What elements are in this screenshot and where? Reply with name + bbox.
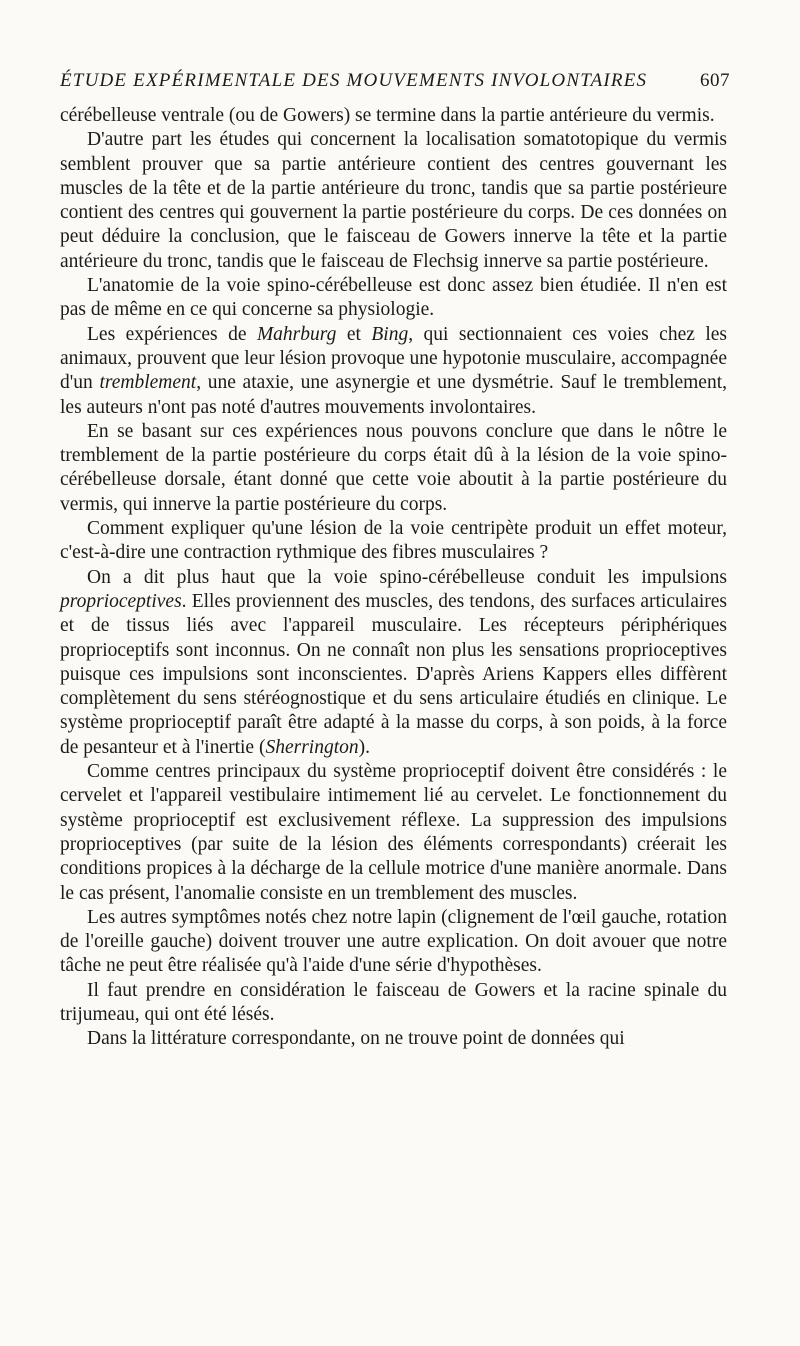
paragraph-text: cérébelleuse ventrale (ou de Gowers) se termine dans la partie antérieure du vermis.: [60, 105, 715, 126]
paragraph-text: ).: [358, 736, 371, 758]
paragraph-text: Comme centres principaux du système proprioceptif doivent être considérés : le cervelet et l'appareil vestibulaire intimement lié au cervelet. Le fonctionnement du système proprioceptif est exclusivement réflexe. La suppression des impulsions proprioceptives (par suite de la lésion des éléments correspondants) créerait les conditions propices à la décharge de la cellule motrice d'une manière anormale. Dans le cas présent, l'anomalie consiste en un tremblement des muscles.: [60, 761, 727, 904]
paragraph-text: , une ataxie, une asynergie et une dysmétrie. Sauf le tremblement, les auteurs n'ont pas noté d'autres mouvements involontaires.: [60, 372, 728, 418]
author-name-bing: Bing: [371, 323, 409, 345]
author-name-mahrburg: Mahrburg: [256, 323, 337, 345]
body-text: [60, 104, 727, 1052]
emphasis-tremblement: tremblement: [99, 372, 197, 394]
paragraph-text: et: [336, 323, 372, 345]
paragraph-text: L'anatomie de la voie spino-cérébelleuse est donc assez bien étudiée. Il n'en est pas de même en ce qui concerne sa physiologie.: [60, 275, 727, 321]
paragraph-4: [60, 323, 727, 420]
paragraph-9: [60, 906, 727, 979]
running-header: [60, 70, 730, 98]
paragraph-1: [60, 104, 727, 128]
paragraph-text: Dans la littérature correspondante, on ne trouve point de données qui: [87, 1028, 625, 1050]
paragraph-3: [60, 274, 727, 323]
paragraph-text: , qui sectionnaient ces voies chez les animaux, prouvent que leur lésion provoque une hypotonie musculaire, accompagnée d'un: [60, 323, 727, 394]
paragraph-text: D'autre part les études qui concernent la localisation somatotopique du vermis semblent prouver que sa partie antérieure contient des centres gouvernant les muscles de la tête et de la partie antérieure du tronc, tandis que sa partie postérieure contient des centres qui gouvernent la partie postérieure du corps. De ces données on peut déduire la conclusion, que le faisceau de Gowers innerve la tête et la partie antérieure du tronc, tandis que le faisceau de Flechsig innerve sa partie postérieure.: [60, 129, 727, 272]
author-name-sherrington: Sherrington: [265, 736, 359, 758]
paragraph-text: En se basant sur ces expériences nous pouvons conclure que dans le nôtre le tremblement de la partie postérieure du corps était dû à la lésion de la voie spino-cérébelleuse dorsale, étant donné que cette voie aboutit à la partie postérieure du vermis, qui innerve la partie postérieure du corps.: [60, 420, 727, 515]
page-number: 607: [700, 70, 730, 91]
paragraph-11: [60, 1027, 727, 1051]
paragraph-text: Comment expliquer qu'une lésion de la voie centripète produit un effet moteur, c'est-à-dire une contraction rythmique des fibres musculaires ?: [60, 518, 727, 564]
paragraph-text: Les autres symptômes notés chez notre lapin (clignement de l'œil gauche, rotation de l'oreille gauche) doivent trouver une autre explication. On doit avouer que notre tâche ne peut être réalisée qu'à l'aide d'une série d'hypothèses.: [60, 906, 727, 977]
paragraph-6: [60, 517, 727, 566]
paragraph-5: [60, 420, 727, 517]
paragraph-8: [60, 760, 727, 906]
paragraph-2: [60, 128, 727, 274]
paragraph-7: [60, 566, 727, 760]
emphasis-proprioceptives: proprioceptives: [60, 590, 182, 612]
paragraph-text: Il faut prendre en considération le faisceau de Gowers et la racine spinale du trijumeau, qui ont été lésés.: [60, 979, 727, 1025]
paragraph-text: . Elles proviennent des muscles, des tendons, des surfaces articulaires et de tissus liés avec l'appareil musculaire. Les récepteurs périphériques proprioceptifs sont inconnus. On ne connaît non plus les sensations proprioceptives puisque ces impulsions sont inconscientes. D'après Ariens Kappers elles diffèrent complètement du sens stéréognostique et du sens articulaire étudiés en clinique. Le système proprioceptif paraît être adapté à la masse du corps, à son poids, à la force de pesanteur et à l'inertie (: [60, 590, 727, 758]
paragraph-text: Les expériences de: [87, 323, 257, 345]
paragraph-text: On a dit plus haut que la voie spino-cérébelleuse conduit les impulsions: [87, 566, 727, 588]
running-title: ÉTUDE EXPÉRIMENTALE DES MOUVEMENTS INVOLONTAIRES: [60, 70, 648, 91]
paragraph-10: [60, 979, 727, 1028]
